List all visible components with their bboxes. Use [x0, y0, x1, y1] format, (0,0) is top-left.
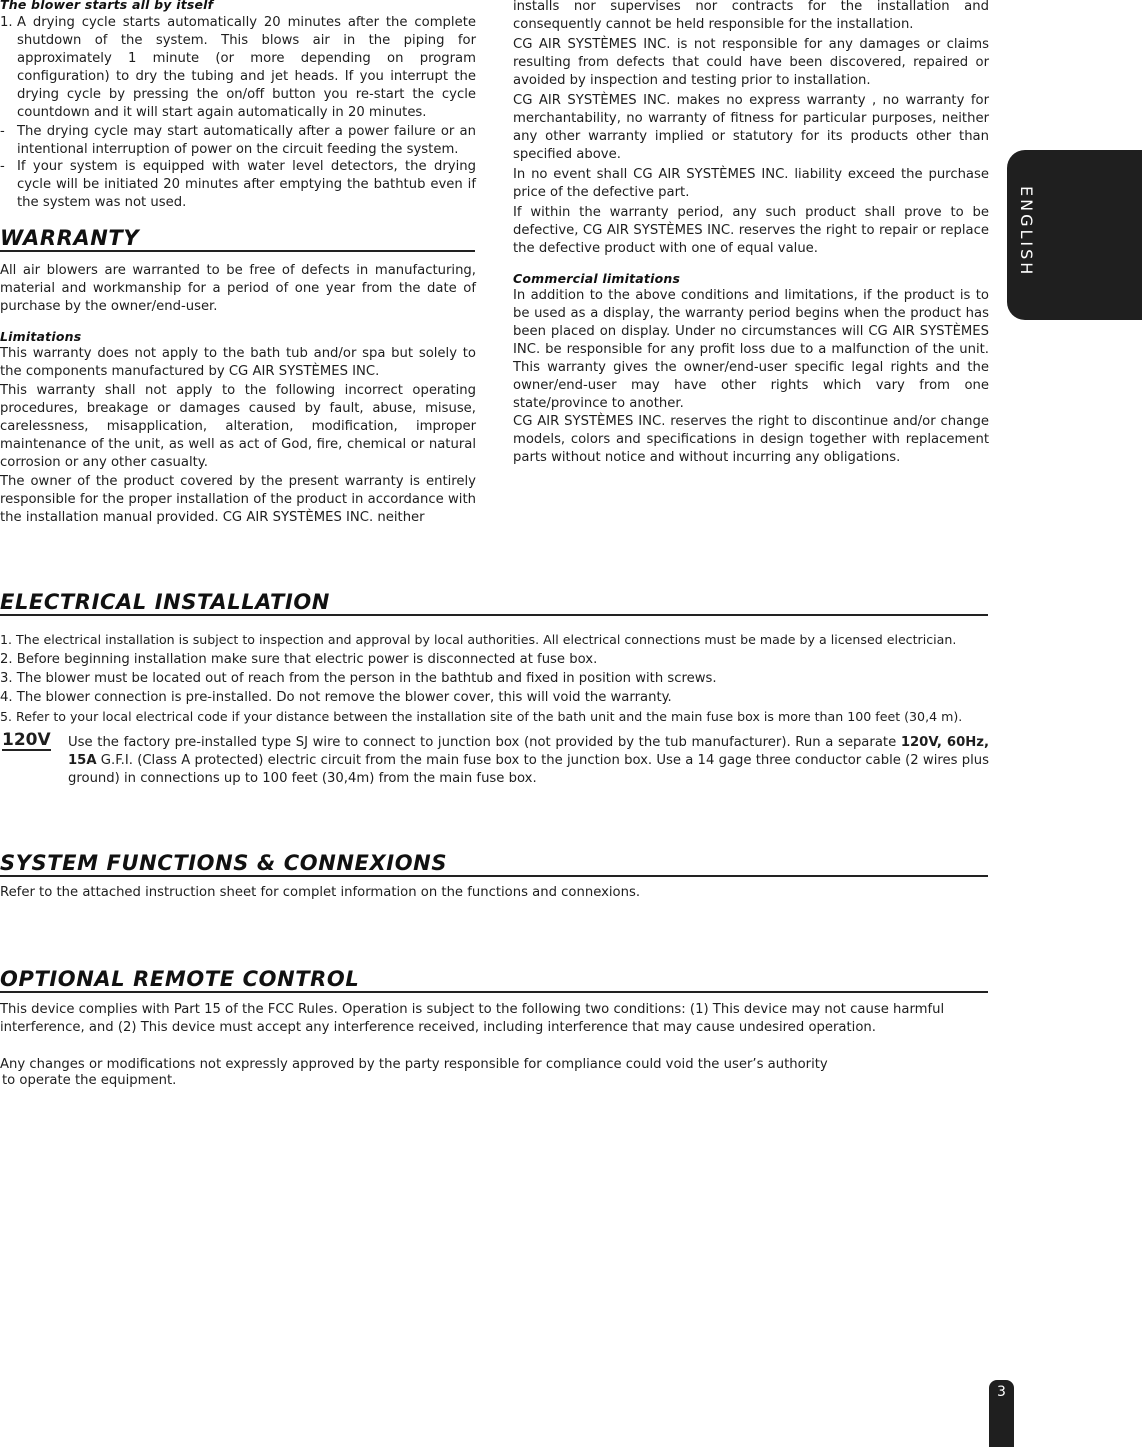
list-item: 3. The blower must be located out of reach from the person in the bathtub and fixed in position with screws. — [0, 671, 717, 686]
voltage-label: 120V — [2, 730, 51, 750]
remote-heading: OPTIONAL REMOTE CONTROL — [0, 967, 988, 993]
warranty-heading: WARRANTY — [0, 226, 475, 252]
limitations-heading: Limitations — [0, 329, 82, 344]
list-marker: - — [0, 159, 5, 174]
list-text: The drying cycle may start automatically after a power failure or an intentional interruption of power on the circuit feeding the system. — [17, 124, 476, 157]
list-marker: 1. — [0, 15, 13, 30]
list-item: 4. The blower connection is pre-installed. Do not remove the blower cover, this will void the warranty. — [0, 690, 672, 705]
voltage-paragraph — [68, 734, 989, 788]
list-text: A drying cycle starts automatically 20 minutes after the complete shutdown of the system. This blows air in the piping for approximately 1 minute (or more depending on program configuration) to dry the tubing and jet heads. If you interrupt the drying cycle by pressing the on/off button you re-start the cycle countdown and it will start again automatically in 20 minutes. — [17, 15, 476, 120]
page-number: 3 — [989, 1380, 1014, 1447]
warranty-paragraph: installs nor supervises nor contracts for the installation and consequently cannot be held responsible for the installation. — [513, 0, 989, 32]
voltage-text: Use the factory pre-installed type SJ wire to connect to junction box (not provided by the tub manufacturer). Run a separate — [68, 735, 901, 750]
list-item: 1. The electrical installation is subject to inspection and approval by local authorities. All electrical connections must be made by a licensed electrician. — [0, 632, 957, 647]
warranty-paragraph: If within the warranty period, any such product shall prove to be defective, CG AIR SYSTÈMES INC. reserves the right to repair or replace the defective product with one of equal value. — [513, 205, 989, 256]
warranty-paragraph: CG AIR SYSTÈMES INC. makes no express warranty , no warranty for merchantability, no warranty of fitness for particular purposes, neither any other warranty implied or statutory for its products other than specified above. — [513, 93, 989, 162]
commercial-heading: Commercial limitations — [513, 271, 681, 286]
limitations-paragraph: This warranty shall not apply to the following incorrect operating procedures, breakage or damages caused by fault, abuse, misuse, carelessness, misapplication, alteration, modification, improper maintenance of the unit, as well as act of God, fire, chemical or natural corrosion or any other casualty. — [0, 383, 476, 470]
warranty-paragraph: In addition to the above conditions and limitations, if the product is to be used as a display, the warranty period begins when the product has been placed on display. Under no circumstances will CG AIR SYSTÈMES INC. be responsible for any profit loss due to a malfunction of the unit. This warranty gives the owner/end-user specific legal rights and the owner/end-user may have other rights which vary from one state/province to another. — [513, 288, 989, 411]
warranty-paragraph: CG AIR SYSTÈMES INC. reserves the right to discontinue and/or change models, colors and specifications in design together with replacement parts without notice and without incurring any obligations. — [513, 414, 989, 465]
list-item — [0, 123, 476, 159]
list-item: 5. Refer to your local electrical code if your distance between the installation site of the bath unit and the main fuse box is more than 100 feet (30,4 m). — [0, 709, 963, 724]
warranty-paragraph: CG AIR SYSTÈMES INC. is not responsible for any damages or claims resulting from defects that could have been discovered, repaired or avoided by inspection and testing prior to installation. — [513, 37, 989, 88]
warranty-paragraph: In no event shall CG AIR SYSTÈMES INC. liability exceed the purchase price of the defective part. — [513, 167, 989, 200]
limitations-paragraph: The owner of the product covered by the present warranty is entirely responsible for the proper installation of the product in accordance with the installation manual provided. CG AIR SYSTÈMES INC. neither — [0, 474, 476, 525]
list-item — [0, 158, 476, 212]
electrical-heading: ELECTRICAL INSTALLATION — [0, 590, 988, 616]
language-tab-label: ENGLISH — [1017, 186, 1036, 278]
list-item: 2. Before beginning installation make sure that electric power is disconnected at fuse box. — [0, 652, 598, 667]
list-text: If your system is equipped with water level detectors, the drying cycle will be initiated 20 minutes after emptying the bathtub even if the system was not used. — [17, 159, 476, 210]
blower-heading: The blower starts all by itself — [0, 0, 214, 12]
voltage-text: G.F.I. (Class A protected) electric circuit from the main fuse box to the junction box. Use a 14 gage three conductor cable (2 wires plus ground) in connections up to 100 feet (30,4m) from the main fuse box. — [68, 753, 989, 786]
remote-paragraph: This device complies with Part 15 of the FCC Rules. Operation is subject to the following two conditions: (1) This device may not cause harmful interference, and (2) This device must accept any interference received, including interference that may cause undesired operation. — [0, 1002, 945, 1035]
remote-paragraph-line: Any changes or modifications not expressly approved by the party responsible for compliance could void the user’s authority — [0, 1057, 828, 1072]
voltage-spec: 120V, 60Hz, 15A — [68, 735, 989, 768]
list-item — [0, 14, 476, 122]
warranty-intro: All air blowers are warranted to be free of defects in manufacturing, material and workmanship for a period of one year from the date of purchase by the owner/end-user. — [0, 263, 476, 314]
remote-paragraph-line: to operate the equipment. — [2, 1073, 177, 1088]
limitations-paragraph: This warranty does not apply to the bath tub and/or spa but solely to the components manufactured by CG AIR SYSTÈMES INC. — [0, 346, 476, 379]
list-marker: - — [0, 124, 5, 139]
system-heading: SYSTEM FUNCTIONS & CONNEXIONS — [0, 851, 988, 877]
system-text: Refer to the attached instruction sheet for complet information on the functions and connexions. — [0, 885, 641, 900]
